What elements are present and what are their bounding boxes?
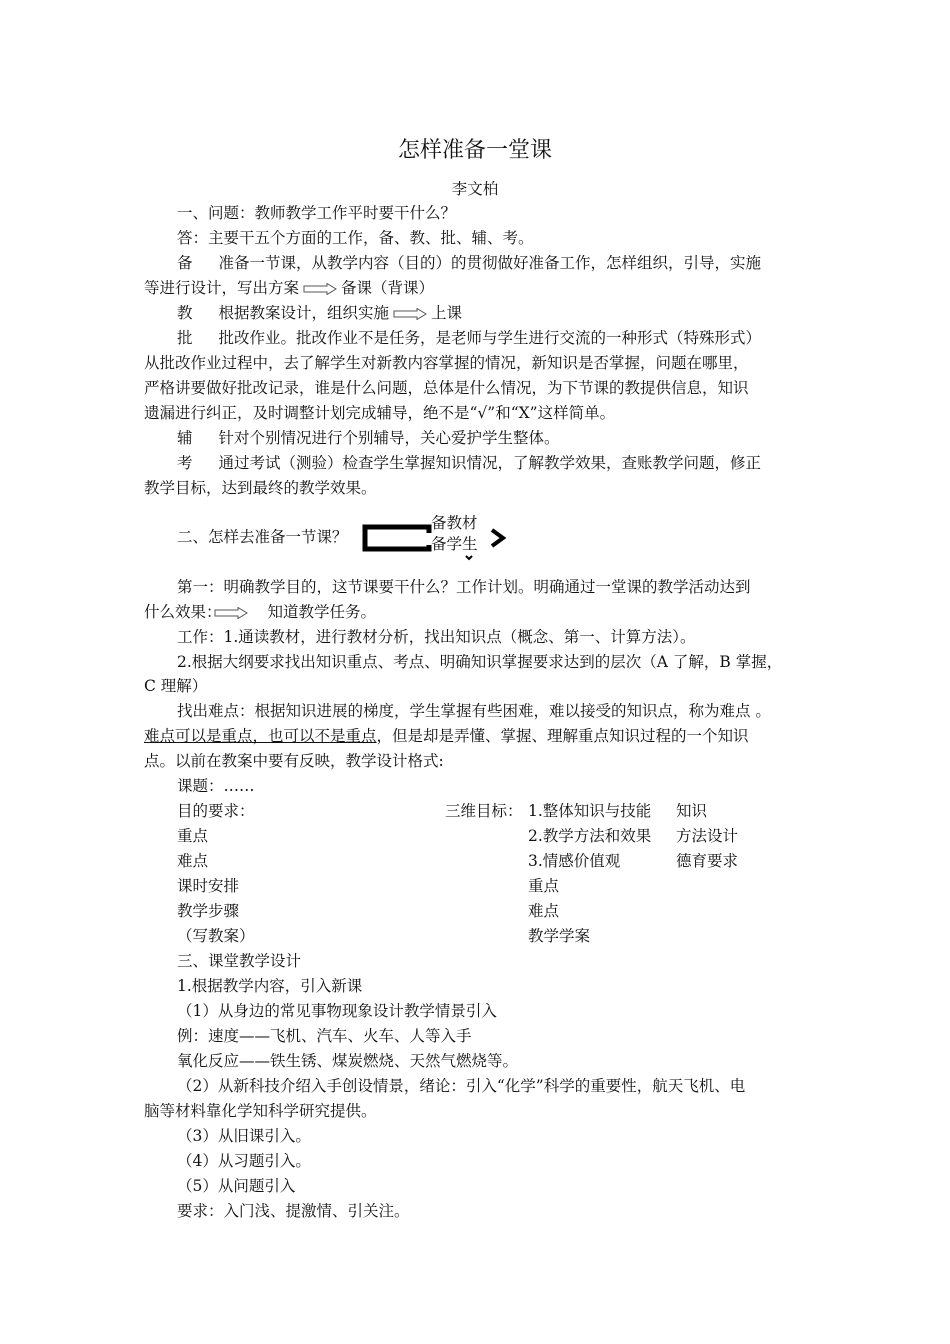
bei-result: 备课（背课） (341, 279, 435, 297)
design-topic: 课题：…… (177, 777, 255, 795)
design-left-item: 目的要求： (177, 802, 255, 820)
hollow-arrow-icon (214, 607, 248, 619)
section3-line: 要求：入门浅、提激情、引关注。 (177, 1202, 410, 1220)
section3-line: （2）从新科技介绍入手创设情景，绪论：引入“化学”科学的重要性，航天飞机、电 (177, 1077, 746, 1095)
pi-paragraph-line3: 严格讲要做好批改记录，谁是什么问题，总体是什么情况，为下节课的教提供信息，知识 (144, 379, 749, 397)
design-left-item: 课时安排 (177, 877, 240, 895)
pi-paragraph-line4: 遗漏进行纠正，及时调整计划完成辅导，绝不是“√”和“X”这样简单。 (144, 404, 616, 422)
kao-paragraph-line2: 教学目标，达到最终的教学效果。 (144, 479, 377, 497)
kao-paragraph-line1 (177, 453, 761, 473)
author-name: 李文柏 (451, 180, 499, 198)
chevron-right-icon (488, 528, 508, 548)
design-mid-item: 2.教学方法和效果 (528, 827, 652, 845)
kao-label: 考 (177, 454, 193, 472)
design-left-item: （写教案） (177, 927, 255, 945)
design-right-item: 方法设计 (676, 827, 739, 845)
difficulty-line2 (144, 726, 749, 746)
work-line2-cont: C 理解） (144, 677, 208, 695)
pi-paragraph-line1 (177, 328, 761, 348)
pi-paragraph-line2: 从批改作业过程中，去了解学生对新教内容掌握的情况，新知识是否掌握，问题在哪里， (144, 354, 749, 372)
document-title: 怎样准备一堂课 (397, 138, 552, 163)
jiao-text: 根据教案设计，组织实施 (218, 304, 390, 322)
three-dim-goal-label: 三维目标： (445, 802, 523, 820)
bei-text: 准备一节课，从教学内容（目的）的贯彻做好准备工作，怎样组织，引导，实施 (218, 254, 762, 272)
design-left-item: 教学步骤 (177, 902, 240, 920)
section3-line: 例：速度——飞机、汽车、火车、人等入手 (177, 1027, 472, 1045)
pi-text: 批改作业。批改作业不是任务，是老师与学生进行交流的一种形式（特殊形式） (218, 329, 762, 347)
section3-line: 脑等材料靠化学知科学研究提供。 (144, 1102, 377, 1120)
branch-students: 备学生 (431, 535, 478, 553)
design-mid-item: 3.情感价值观 (528, 852, 621, 870)
jiao-label: 教 (177, 304, 193, 322)
bei-text-cont: 等进行设计，写出方案 (144, 279, 300, 297)
section3-line: （3）从旧课引入。 (177, 1127, 311, 1145)
design-mid-item: 重点 (528, 877, 560, 895)
section3-line: （4）从习题引入。 (177, 1152, 311, 1170)
fu-label: 辅 (177, 429, 193, 447)
point1-task: 知道教学任务。 (267, 603, 377, 621)
branch-textbook: 备教材 (431, 514, 478, 532)
bei-label: 备 (177, 254, 193, 272)
work-line2: 2.根据大纲要求找出知识重点、考点、明确知识掌握要求达到的层次（A 了解，B 掌握， (177, 653, 783, 671)
bei-paragraph-line1 (177, 253, 761, 273)
difficulty-rest: ，但是却是弄懂、掌握、理解重点知识过程的一个知识 (376, 727, 749, 745)
design-mid-item: 1.整体知识与技能 (528, 802, 652, 820)
difficulty-line1: 找出难点：根据知识进展的梯度，学生掌握有些困难，难以接受的知识点，称为难点 。 (177, 702, 771, 720)
section3-line: （1）从身边的常见事物现象设计教学情景引入 (177, 1002, 497, 1020)
small-mark-icon (464, 554, 474, 562)
pi-label: 批 (177, 329, 193, 347)
fu-text: 针对个别情况进行个别辅导，关心爱护学生整体。 (218, 429, 560, 447)
work-line1: 工作：1.通读教材，进行教材分析，找出知识点（概念、第一、计算方法）。 (177, 628, 696, 646)
kao-text: 通过考试（测验）检查学生掌握知识情况，了解教学效果，查账教学问题，修正 (218, 454, 762, 472)
fu-paragraph (177, 428, 560, 448)
section3-heading: 三、课堂教学设计 (177, 952, 302, 970)
design-left-item: 难点 (177, 852, 209, 870)
bracket-shape (362, 524, 432, 554)
hollow-arrow-icon (303, 283, 337, 295)
bei-paragraph-line2 (144, 278, 434, 298)
section2-heading: 二、怎样去准备一节课？ (177, 528, 348, 546)
jiao-result: 上课 (431, 304, 463, 322)
design-right-item: 德育要求 (676, 852, 739, 870)
jiao-paragraph (177, 303, 462, 323)
question-line: 一、问题：教师教学工作平时要干什么？ (177, 204, 457, 222)
design-mid-item: 难点 (528, 902, 560, 920)
design-right-item: 知识 (676, 802, 708, 820)
point1-line2 (144, 602, 376, 622)
point1-line1: 第一：明确教学目的，这节课要干什么？工作计划。明确通过一堂课的教学活动达到 (177, 578, 751, 596)
difficulty-line3: 点。以前在教案中要有反映，教学设计格式: (144, 752, 444, 770)
section3-line: 氧化反应——铁生锈、煤炭燃烧、天然气燃烧等。 (177, 1052, 519, 1070)
section3-line: 1.根据教学内容，引入新课 (177, 977, 363, 995)
design-left-item: 重点 (177, 827, 209, 845)
design-mid-item: 教学学案 (528, 927, 591, 945)
answer-line: 答：主要干五个方面的工作，备、教、批、辅、考。 (177, 229, 534, 247)
hollow-arrow-icon (393, 308, 427, 320)
difficulty-underlined: 难点可以是重点，也可以不是重点 (144, 727, 377, 745)
point1-effect: 什么效果： (144, 603, 222, 621)
section3-line: （5）从问题引入 (177, 1177, 296, 1195)
